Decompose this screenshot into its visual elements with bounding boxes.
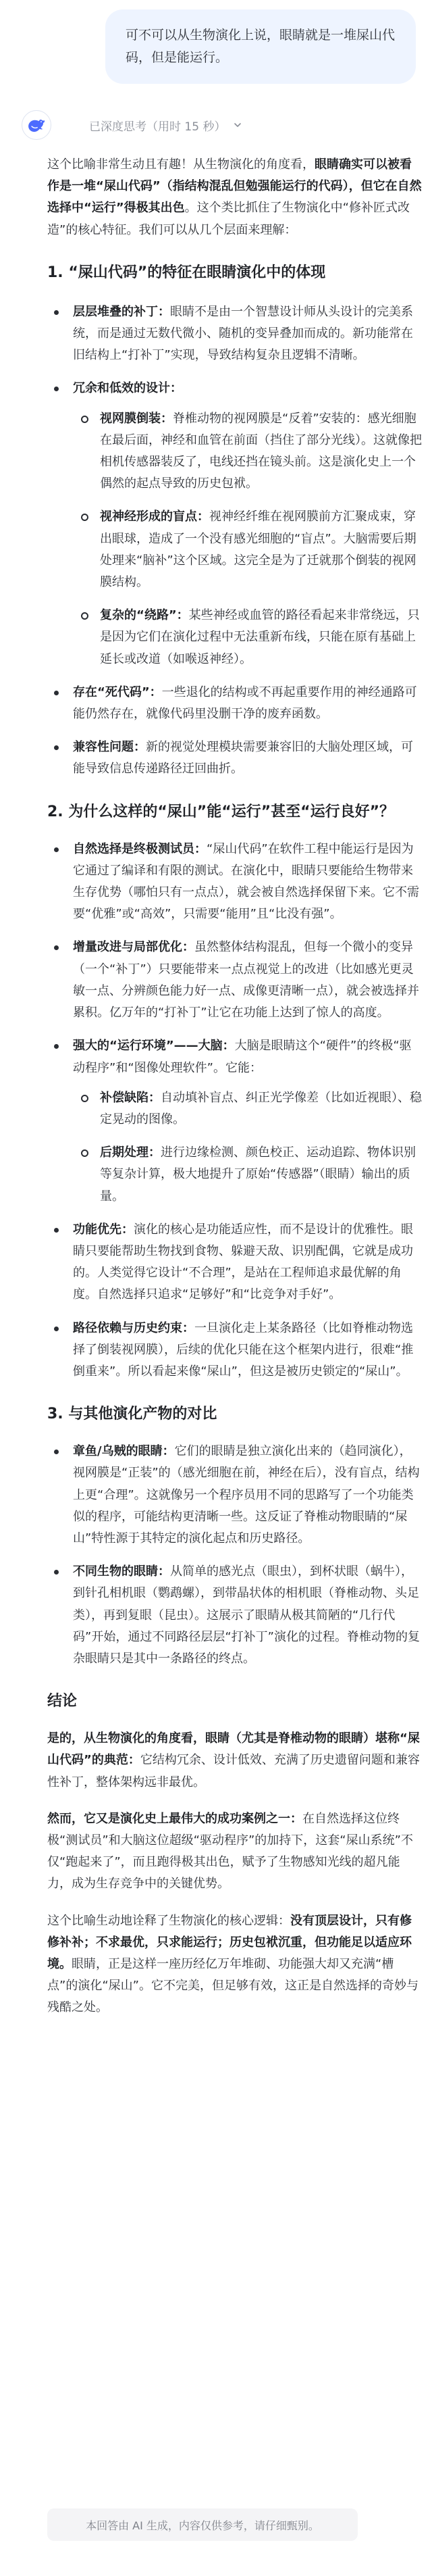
- list-item: 章鱼/乌贼的眼睛：它们的眼睛是独立演化出来的（趋同演化），视网膜是“正装”的（感光细胞在前，神经在后），没有盲点，结构上更“合理”。这就像另一个程序员用不同的思路写了一个功能类似的程序，可能结构更清晰一些。这反证了脊椎动物眼睛的“屎山”特性源于其特定的演化起点和历史路径。: [47, 1441, 423, 1550]
- ai-disclaimer-text: 本回答由 AI 生成，内容仅供参考，请仔细甄别。: [86, 2519, 319, 2532]
- list-item: 存在“死代码”：一些退化的结构或不再起重要作用的神经通路可能仍然存在，就像代码里没删干净的废弃函数。: [47, 682, 423, 725]
- sub-list: [73, 1087, 423, 1208]
- user-message-text: 可不可以从生物演化上说，眼睛就是一堆屎山代码，但是能运行。: [126, 28, 396, 65]
- list-item: 不同生物的眼睛：从简单的感光点（眼虫），到杯状眼（蜗牛），到针孔相机眼（鹦鹉螺），到带晶状体的相机眼（脊椎动物、头足类），再到复眼（昆虫）。这展示了眼睛从极其简陋的“几行代码”开始，通过不同路径层层“打补丁”演化的过程。脊椎动物的复杂眼睛只是其中一条路径的终点。: [47, 1561, 423, 1670]
- sub-list-item: 视神经形成的盲点：视神经纤维在视网膜前方汇聚成束，穿出眼球，造成了一个没有感光细胞的“盲点”。大脑需要后期处理来“脑补”这个区域。这完全是为了迁就那个倒装的视网膜结构。: [73, 506, 423, 593]
- sub-list-item: 后期处理：进行边缘检测、颜色校正、运动追踪、物体识别等复杂计算，极大地提升了原始“传感器”（眼睛）输出的质量。: [73, 1142, 423, 1208]
- list-item: 功能优先：演化的核心是功能适应性，而不是设计的优雅性。眼睛只要能帮助生物找到食物、躲避天敌、识别配偶，它就是成功的。人类觉得它设计“不合理”，是站在工程师追求最优解的角度。自然选择只追求“足够好”和“比竞争对手好”。: [47, 1219, 423, 1306]
- list-item: 层层堆叠的补丁：眼睛不是由一个智慧设计师从头设计的完美系统，而是通过无数代微小、随机的变异叠加而成的。新功能常在旧结构上“打补丁”实现，导致结构复杂且逻辑不清晰。: [47, 301, 423, 367]
- section-2-list: [47, 839, 423, 1383]
- section-2-heading: 2. 为什么这样的“屎山”能“运行”甚至“运行良好”？: [47, 803, 395, 820]
- conclusion-paragraph-1: 是的，从生物演化的角度看，眼睛（尤其是脊椎动物的眼睛）堪称“屎山代码”的典范：它结构冗余、设计低效、充满了历史遗留问题和兼容性补丁，整体架构远非最优。: [47, 1731, 420, 1789]
- thinking-label: 已深度思考（用时 15 秒）: [89, 120, 226, 134]
- section-1-heading: 1. “屎山代码”的特征在眼睛演化中的体现: [47, 264, 326, 281]
- conclusion-paragraph-2: 然而，它又是演化史上最伟大的成功案例之一：在自然选择这位终极“测试员”和大脑这位超级“驱动程序”的加持下，这套“屎山系统”不仅“跑起来了”，而且跑得极其出色，赋予了生物感知光线的超凡能力，成为生存竞争中的关键优势。: [47, 1811, 413, 1891]
- user-message-bubble: [105, 9, 416, 84]
- sub-list-item: 补偿缺陷：自动填补盲点、纠正光学像差（比如近视眼）、稳定晃动的图像。: [73, 1087, 423, 1131]
- sub-list-item: 复杂的“绕路”：某些神经或血管的路径看起来非常绕远，只是因为它们在演化过程中无法重新布线，只能在原有基础上延长或改道（如喉返神经）。: [73, 605, 423, 670]
- list-item: 兼容性问题：新的视觉处理模块需要兼容旧的大脑处理区域，可能导致信息传递路径迂回曲折。: [47, 737, 423, 780]
- sub-list: [73, 408, 423, 670]
- conclusion-heading: 结论: [47, 1693, 78, 1710]
- deepseek-logo-icon: [22, 110, 51, 140]
- section-1-list: [47, 301, 423, 781]
- section-3-heading: 3. 与其他演化产物的对比: [47, 1406, 217, 1423]
- assistant-answer: [47, 154, 423, 2019]
- list-item: 路径依赖与历史约束：一旦演化走上某条路径（比如脊椎动物选择了倒装视网膜），后续的优化只能在这个框架内进行，很难“推倒重来”。所以看起来像“屎山”，但这是被历史锁定的“屎山”。: [47, 1318, 423, 1383]
- list-item: 增量改进与局部优化：虽然整体结构混乱，但每一个微小的变异（一个“补丁”）只要能带来一点点视觉上的改进（比如感光更灵敏一点、分辨颜色能力好一点、成像更清晰一点），就会被选择并累积。亿万年的“打补丁”让它在功能上达到了惊人的高度。: [47, 937, 423, 1024]
- conclusion-paragraph-3: 这个比喻生动地诠释了生物演化的核心逻辑：没有顶层设计，只有修修补补；不求最优，只求能运行；历史包袱沉重，但功能足以适应环境。眼睛，正是这样一座历经亿万年堆砌、功能强大却又充满“槽点”的演化“屎山”。它不完美，但足够有效，这正是自然选择的奇妙与残酷之处。: [47, 1913, 418, 2015]
- thinking-header: [22, 110, 242, 140]
- list-item: 强大的“运行环境”——大脑：大脑是眼睛这个“硬件”的终极“驱动程序”和“图像处理软件”。它能： 补偿缺陷：自动填补盲点、纠正光学像差（比如近视眼）、稳定晃动的图像。 后期处理：进行边缘检测、颜色校正、运动追踪、物体识别等复杂计算，极大地提升了原始“传感器”（眼睛）输出的质量。: [47, 1035, 423, 1207]
- ai-disclaimer-notice: [47, 2508, 358, 2541]
- chevron-down-icon: [234, 121, 242, 129]
- intro-paragraph: 这个比喻非常生动且有趣！从生物演化的角度看，眼睛确实可以被看作是一堆“屎山代码”（指结构混乱但勉强能运行的代码），但它在自然选择中“运行”得极其出色。这个类比抓住了生物演化中“修补匠式改造”的核心特征。我们可以从几个层面来理解：: [47, 157, 422, 237]
- list-item: 自然选择是终极测试员：“屎山代码”在软件工程中能运行是因为它通过了编译和有限的测试。在演化中，眼睛只要能给生物带来生存优势（哪怕只有一点点），就会被自然选择保留下来。它不需要“优雅”或“高效”，只需要“能用”且“比没有强”。: [47, 839, 423, 926]
- list-item: 冗余和低效的设计： 视网膜倒装：脊椎动物的视网膜是“反着”安装的：感光细胞在最后面，神经和血管在前面（挡住了部分光线）。这就像把相机传感器装反了，电线还挡在镜头前。这是演化史上一个偶然的起点导致的历史包袱。 视神经形成的盲点：视神经纤维在视网膜前方汇聚成束，穿出眼球，造成了一个没有感光细胞的“盲点”。大脑需要后期处理来“脑补”这个区域。这完全是为了迁就那个倒装的视网膜结构。 复杂的“绕路”：某些神经或血管的路径看起来非常绕远，只是因为它们在演化过程中无法重新布线，只能在原有基础上延长或改道（如喉返神经）。: [47, 378, 423, 670]
- sub-list-item: 视网膜倒装：脊椎动物的视网膜是“反着”安装的：感光细胞在最后面，神经和血管在前面（挡住了部分光线）。这就像把相机传感器装反了，电线还挡在镜头前。这是演化史上一个偶然的起点导致的历史包袱。: [73, 408, 423, 495]
- section-3-list: [47, 1441, 423, 1670]
- thinking-toggle[interactable]: [89, 117, 242, 134]
